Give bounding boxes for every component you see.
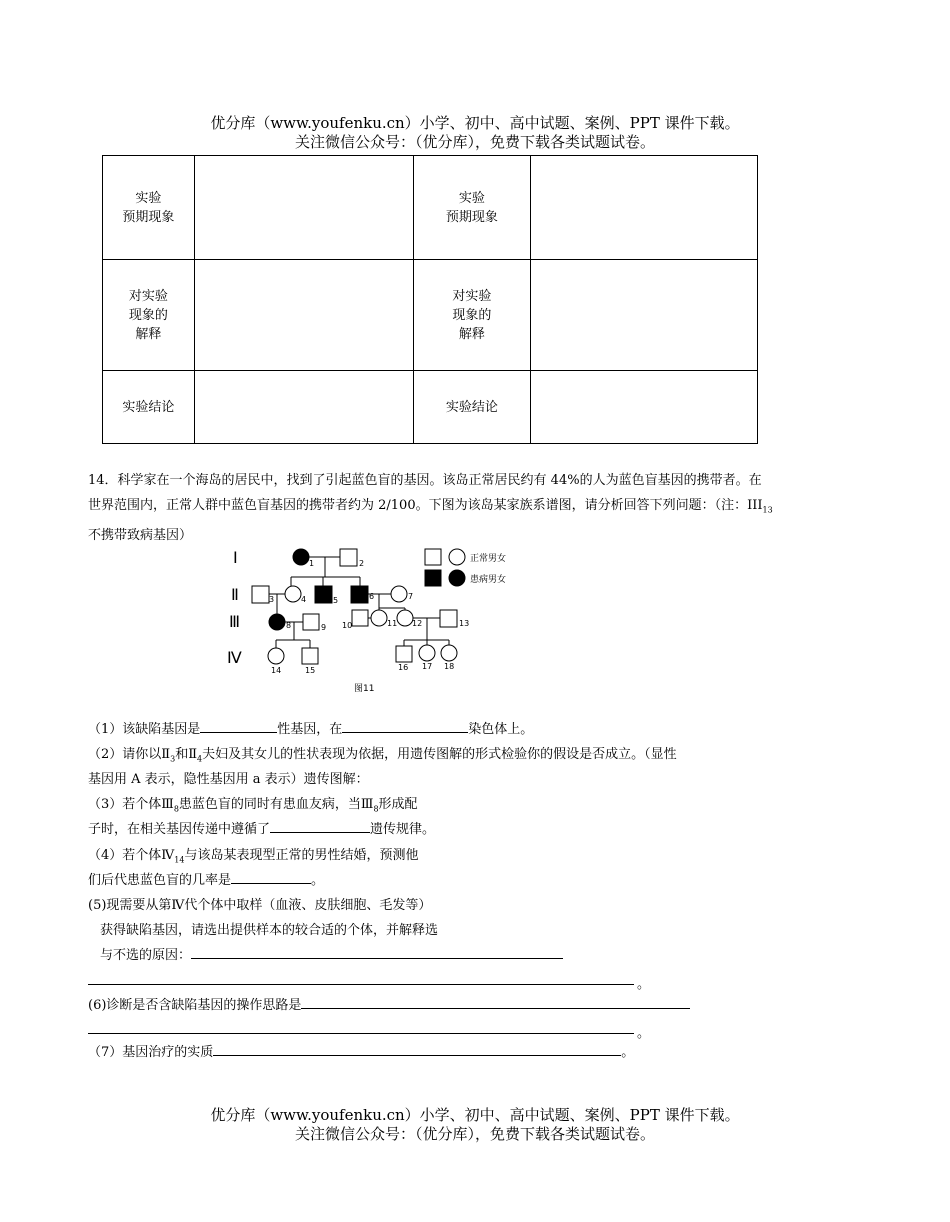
cell-text: 实验	[135, 190, 162, 206]
header-line-1: 优分库（www.youfenku.cn）小学、初中、高中试题、案例、PPT 课件下载。	[210, 114, 740, 132]
individual-number: 6	[369, 592, 375, 601]
individual-number: 5	[333, 596, 339, 605]
individual-11-normal-female	[371, 610, 387, 626]
answer-line[interactable]	[88, 1033, 634, 1034]
cell-text: 预期现象	[122, 209, 175, 225]
question-4-cont: 们后代患蓝色盲的几率是 。	[88, 868, 324, 893]
question-14-intro: 14．科学家在一个海岛的居民中，找到了引起蓝色盲的基因。该岛正常居民约有 44%的人为蓝色盲基因的携带者。在世界范围内，正常人群中蓝色盲基因的携带者约为 2/100。下图为该岛某家族系谱图，请分析回答下列问题：（注：$III_{13}$不携带致病基因）	[88, 473, 773, 543]
cell-text: 实验	[458, 190, 485, 206]
individual-4-normal-female	[285, 586, 301, 602]
question-5: (5)现需要从第Ⅳ代个体中取样（血液、皮肤细胞、毛发等）	[88, 898, 432, 913]
individual-number: 15	[305, 666, 316, 675]
legend-normal-female	[449, 549, 465, 565]
individual-number: 18	[444, 662, 455, 671]
individual-number: 14	[271, 666, 282, 675]
period: 。	[637, 1026, 651, 1041]
individual-number: 4	[301, 595, 307, 604]
generation-label: Ⅲ	[229, 612, 241, 631]
individual-number: 9	[321, 623, 327, 632]
individual-number: 11	[387, 619, 398, 628]
legend-normal-label: 正常男女	[470, 554, 507, 564]
question-2: （2）请你以$Ⅱ_3$和$Ⅱ_4$夫妇及其女儿的性状表现为依据，用遗传图解的形式检验你的假设是否成立。（显性	[88, 747, 677, 764]
individual-10-normal-male	[352, 610, 368, 626]
cell-text: 解释	[135, 326, 162, 342]
cell-text: 预期现象	[445, 209, 498, 225]
answer-blank[interactable]	[213, 1041, 621, 1056]
individual-number: 8	[286, 621, 292, 630]
individual-12-normal-female	[397, 610, 413, 626]
generation-label: Ⅰ	[233, 548, 238, 567]
generation-label: Ⅱ	[231, 585, 239, 604]
individual-1-affected-female	[293, 549, 309, 565]
answer-blank[interactable]	[301, 994, 690, 1009]
answer-blank[interactable]	[191, 944, 563, 959]
cell-text: 现象的	[128, 307, 168, 323]
answer-line[interactable]	[88, 984, 634, 985]
individual-number: 3	[269, 595, 275, 604]
question-7: （7）基因治疗的实质 。	[88, 1040, 634, 1065]
individual-15-normal-male	[302, 648, 318, 664]
individual-number: 13	[459, 619, 470, 628]
individual-number: 12	[412, 619, 423, 628]
question-3: （3）若个体$Ⅲ_8$患蓝色盲的同时有患血友病，当$Ⅲ_8$形成配	[88, 797, 418, 814]
individual-9-normal-male	[303, 614, 319, 630]
footer-line-2: 关注微信公众号：（优分库），免费下载各类试题试卷。	[294, 1125, 655, 1143]
individual-number: 7	[408, 592, 414, 601]
generation-label: Ⅳ	[227, 648, 242, 667]
answer-blank[interactable]	[270, 818, 370, 833]
cell-text: 解释	[458, 326, 485, 342]
individual-number: 1	[309, 559, 315, 568]
individual-18-normal-female	[441, 645, 457, 661]
individual-5-affected-male	[315, 586, 332, 603]
page-footer	[0, 1106, 950, 1144]
figure-caption: 图11	[354, 684, 375, 694]
individual-number: 2	[359, 559, 365, 568]
question-4: （4）若个体$Ⅳ_{14}$与该岛某表现型正常的男性结婚，预测他	[88, 848, 419, 865]
answer-blank[interactable]	[200, 718, 277, 733]
legend-affected-male	[425, 570, 441, 586]
table-cell-label: 实验结论	[413, 371, 531, 444]
legend-affected-label: 患病男女	[470, 575, 507, 585]
individual-3-normal-male	[252, 586, 269, 603]
cell-text: 现象的	[452, 307, 492, 323]
individual-number: 16	[398, 663, 409, 672]
individual-8-affected-female	[269, 614, 285, 630]
answer-blank[interactable]	[342, 718, 468, 733]
footer-line-1: 优分库（www.youfenku.cn）小学、初中、高中试题、案例、PPT 课件下载。	[210, 1106, 740, 1124]
question-5-cont2: 与不选的原因：	[100, 943, 563, 968]
legend-affected-female	[449, 570, 465, 586]
individual-14-normal-female	[268, 648, 284, 664]
individual-16-normal-male	[396, 646, 412, 662]
individual-6-affected-male	[351, 586, 368, 603]
cell-text: 对实验	[128, 288, 168, 304]
period: 。	[637, 977, 651, 992]
legend-normal-male	[425, 549, 441, 565]
question-6: (6)诊断是否含缺陷基因的操作思路是	[88, 993, 690, 1018]
cell-text: 对实验	[452, 288, 492, 304]
individual-number: 10	[342, 621, 353, 630]
answer-blank[interactable]	[231, 869, 311, 884]
question-3-cont: 子时，在相关基因传递中遵循了 遗传规律。	[88, 817, 435, 842]
question-1: （1）该缺陷基因是 性基因，在 染色体上。	[88, 717, 533, 742]
question-2-cont: 基因用 A 表示，隐性基因用 a 表示）遗传图解：	[88, 772, 369, 787]
individual-number: 17	[422, 662, 433, 671]
header-line-2: 关注微信公众号：（优分库），免费下载各类试题试卷。	[294, 133, 655, 151]
individual-7-normal-female	[391, 586, 407, 602]
individual-17-normal-female	[419, 645, 435, 661]
table-cell-label: 实验结论	[103, 371, 195, 444]
individual-2-normal-male	[340, 549, 357, 566]
individual-13-normal-male	[440, 610, 457, 627]
question-5-cont: 获得缺陷基因，请选出提供样本的较合适的个体，并解释选	[100, 923, 439, 938]
